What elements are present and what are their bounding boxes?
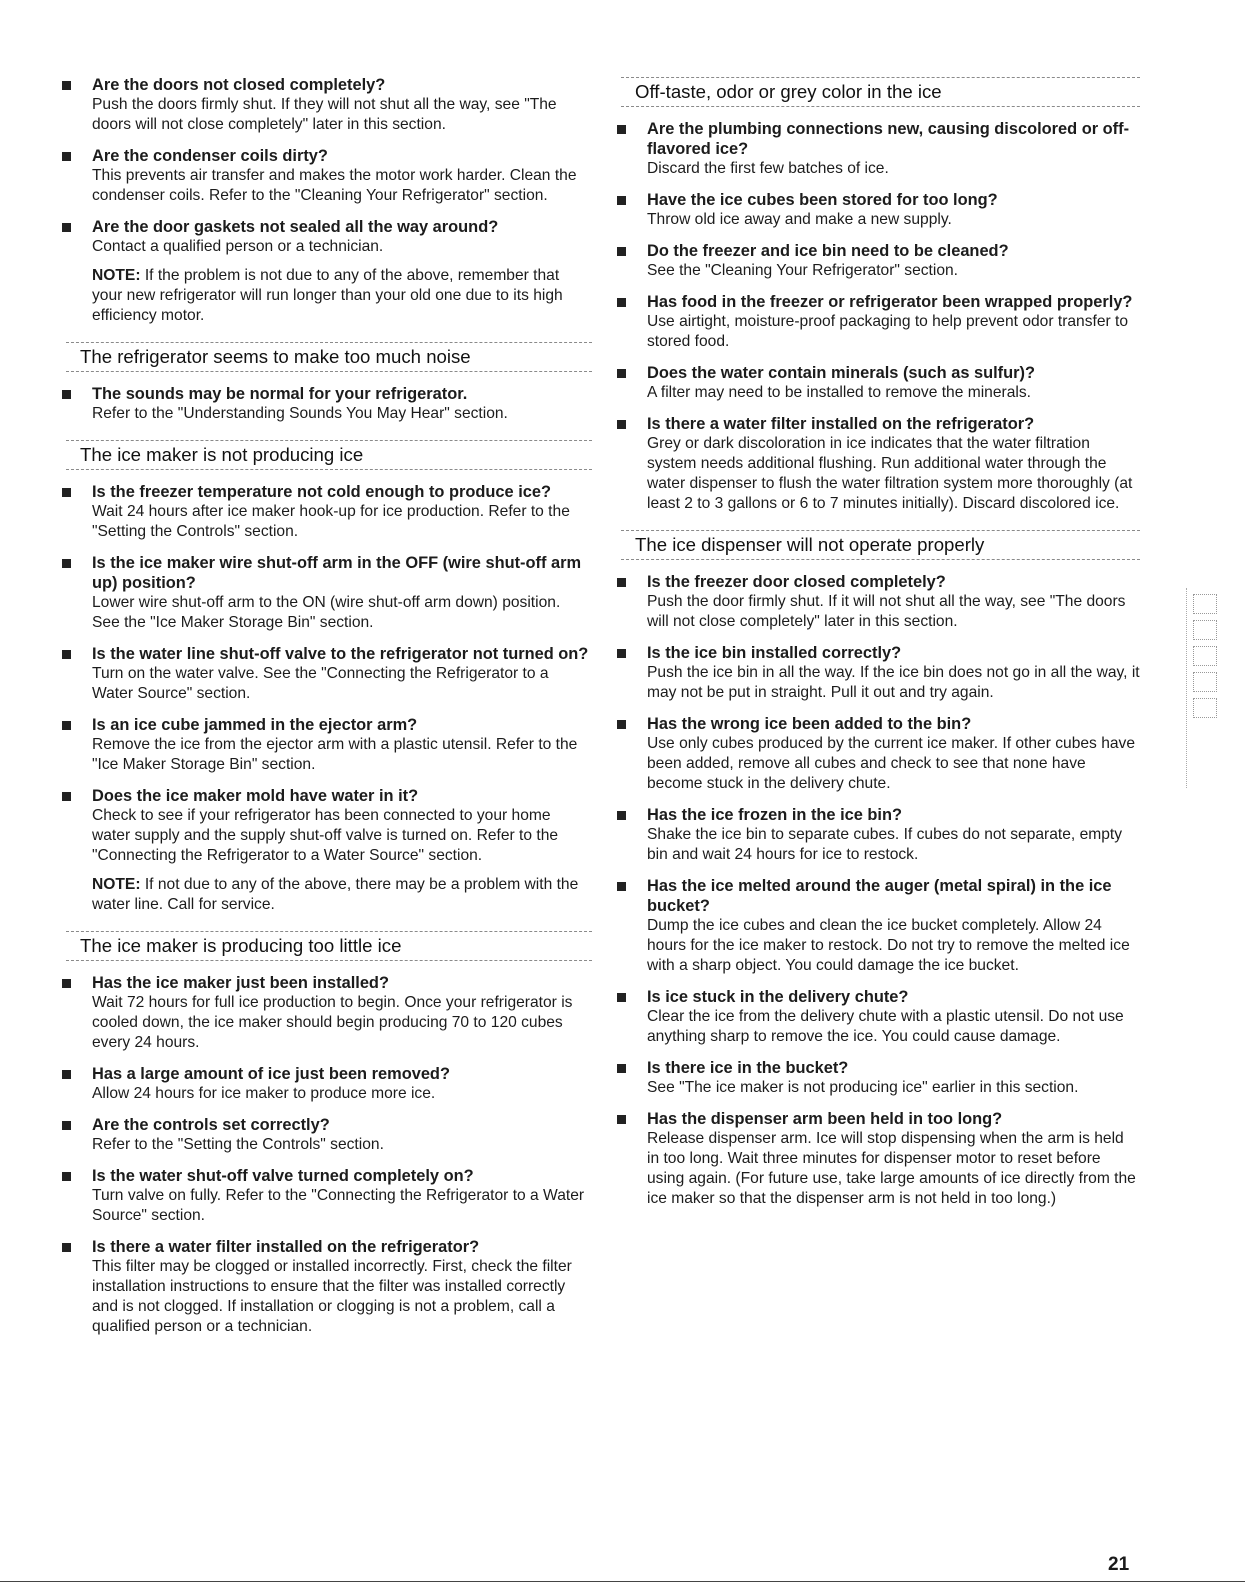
square-bullet-icon (62, 488, 71, 497)
faq-answer: Lower wire shut-off arm to the ON (wire shut-off arm down) position. See the "Ice Maker Storage Bin" section. (92, 594, 561, 631)
section-title: The refrigerator seems to make too much noise (80, 346, 471, 367)
faq-item (60, 1237, 592, 1337)
faq-question: Is the ice bin installed correctly? (647, 644, 902, 662)
faq-answer: Allow 24 hours for ice maker to produce more ice. (92, 1085, 436, 1102)
faq-question: Has the ice melted around the auger (metal spiral) in the ice bucket? (647, 877, 1112, 915)
faq-item (60, 482, 592, 542)
faq-item (615, 241, 1140, 281)
square-bullet-icon (617, 811, 626, 820)
faq-answer: Use airtight, moisture-proof packaging to help prevent odor transfer to stored food. (647, 313, 1129, 350)
faq-note (92, 875, 592, 915)
faq-answer: Throw old ice away and make a new supply. (647, 211, 952, 228)
faq-item (615, 643, 1140, 703)
not-producing-list (60, 482, 592, 915)
faq-question: Is the freezer door closed completely? (647, 573, 946, 591)
faq-question: Is the ice maker wire shut-off arm in the OFF (wire shut-off arm up) position? (92, 554, 582, 592)
faq-item (615, 1058, 1140, 1098)
faq-answer: Clear the ice from the delivery chute with a plastic utensil. Do not use anything sharp to remove the ice. You could cause damage. (647, 1008, 1124, 1045)
section-title: The ice dispenser will not operate properly (635, 534, 985, 555)
too-little-list (60, 973, 592, 1337)
section-title: The ice maker is not producing ice (80, 444, 364, 465)
faq-answer: See the "Cleaning Your Refrigerator" section. (647, 262, 959, 279)
faq-answer: A filter may need to be installed to remove the minerals. (647, 384, 1031, 401)
faq-answer: Check to see if your refrigerator has been connected to your home water supply and the supply shut-off valve is turned on. Refer to the "Connecting the Refrigerator to a Water Source" section. (92, 807, 559, 864)
square-bullet-icon (617, 993, 626, 1002)
faq-question: Does the ice maker mold have water in it? (92, 787, 419, 805)
faq-question: Is the freezer temperature not cold enough to produce ice? (92, 483, 552, 501)
square-bullet-icon (62, 650, 71, 659)
faq-answer: Turn valve on fully. Refer to the "Connecting the Refrigerator to a Water Source" section. (92, 1187, 585, 1224)
faq-note (92, 266, 592, 326)
faq-question: Has the wrong ice been added to the bin? (647, 715, 972, 733)
faq-question: Are the controls set correctly? (92, 1116, 330, 1134)
square-bullet-icon (62, 1121, 71, 1130)
page-number: 21 (1108, 1554, 1130, 1575)
faq-answer: Push the doors firmly shut. If they will not shut all the way, see "The doors will not close completely" later in this section. (92, 96, 557, 133)
dispenser-list (615, 572, 1140, 1209)
note-label: NOTE: (92, 876, 141, 893)
faq-answer: Wait 72 hours for full ice production to begin. Once your refrigerator is cooled down, the ice maker should begin producing 70 to 120 cubes every 24 hours. (92, 994, 573, 1051)
square-bullet-icon (617, 247, 626, 256)
faq-item (60, 384, 592, 424)
note-text: If the problem is not due to any of the above, remember that your new refrigerator will run longer than your old one due to its high efficiency motor. (92, 267, 563, 324)
square-bullet-icon (617, 125, 626, 134)
square-bullet-icon (62, 223, 71, 232)
offtaste-list (615, 119, 1140, 514)
faq-answer: This prevents air transfer and makes the motor work harder. Clean the condenser coils. Refer to the "Cleaning Your Refrigerator" section. (92, 167, 577, 204)
faq-question: Is the water shut-off valve turned completely on? (92, 1167, 474, 1185)
faq-item (615, 414, 1140, 514)
faq-answer: Refer to the "Understanding Sounds You May Hear" section. (92, 405, 508, 422)
faq-answer: Push the ice bin in all the way. If the ice bin does not go in all the way, it may not be put in straight. Pull it out and try again. (647, 664, 1140, 701)
faq-question: Has the dispenser arm been held in too long? (647, 1110, 1003, 1128)
square-bullet-icon (62, 979, 71, 988)
faq-item (615, 987, 1140, 1047)
square-bullet-icon (617, 649, 626, 658)
section-dispenser (615, 530, 1140, 560)
section-title: Off-taste, odor or grey color in the ice (635, 81, 942, 102)
faq-answer: Remove the ice from the ejector arm with a plastic utensil. Refer to the "Ice Maker Storage Bin" section. (92, 736, 578, 773)
faq-question: Are the door gaskets not sealed all the way around? (92, 218, 499, 236)
faq-answer: This filter may be clogged or installed incorrectly. First, check the filter installation instructions to ensure that the filter was installed correctly and is not clogged. If installation or clogging is not a problem, call a qualified person or a technician. (92, 1258, 572, 1335)
noise-list (60, 384, 592, 424)
faq-answer: Push the door firmly shut. If it will not shut all the way, see "The doors will not close completely" later in this section. (647, 593, 1126, 630)
faq-answer: Use only cubes produced by the current ice maker. If other cubes have been added, remove all cubes and check to see that none have become stuck in the delivery chute. (647, 735, 1136, 792)
square-bullet-icon (617, 1115, 626, 1124)
faq-answer: Discard the first few batches of ice. (647, 160, 889, 177)
faq-answer: Release dispenser arm. Ice will stop dispensing when the arm is held in too long. Wait three minutes for dispenser motor to reset before using again. (For future use, take large amounts of ice directly from the ice maker so that the dispenser arm is not held in too long.) (647, 1130, 1136, 1207)
left-column (60, 75, 592, 1348)
faq-item (615, 1109, 1140, 1209)
faq-question: Is there ice in the bucket? (647, 1059, 849, 1077)
faq-item (60, 553, 592, 633)
faq-item (60, 1166, 592, 1226)
square-bullet-icon (62, 721, 71, 730)
faq-item (60, 217, 592, 326)
side-tab-mark (1186, 588, 1227, 788)
faq-question: Has the ice frozen in the ice bin? (647, 806, 903, 824)
faq-question: Has the ice maker just been installed? (92, 974, 389, 992)
faq-answer: Contact a qualified person or a technician. (92, 238, 384, 255)
faq-item (615, 119, 1140, 179)
faq-item (615, 714, 1140, 794)
faq-question: Have the ice cubes been stored for too long? (647, 191, 998, 209)
faq-question: Is an ice cube jammed in the ejector arm? (92, 716, 418, 734)
square-bullet-icon (617, 420, 626, 429)
faq-question: Does the water contain minerals (such as sulfur)? (647, 364, 1036, 382)
faq-question: Is there a water filter installed on the refrigerator? (647, 415, 1035, 433)
faq-question: The sounds may be normal for your refrigerator. (92, 385, 468, 403)
faq-item (60, 715, 592, 775)
faq-item (615, 805, 1140, 865)
faq-question: Has a large amount of ice just been removed? (92, 1065, 450, 1083)
faq-question: Has food in the freezer or refrigerator been wrapped properly? (647, 293, 1133, 311)
left-top-list (60, 75, 592, 326)
faq-answer: Grey or dark discoloration in ice indicates that the water filtration system needs additional flushing. Run additional water through the water dispenser to flush the water filtration system more thoroughly (at least 2 to 3 gallons or 6 to 7 minutes initially). Discard discolored ice. (647, 435, 1133, 512)
faq-item (60, 1064, 592, 1104)
faq-item (60, 75, 592, 135)
faq-answer: Refer to the "Setting the Controls" section. (92, 1136, 384, 1153)
square-bullet-icon (617, 369, 626, 378)
faq-item (615, 876, 1140, 976)
faq-question: Is the water line shut-off valve to the refrigerator not turned on? (92, 645, 589, 663)
section-not-producing (60, 440, 592, 470)
square-bullet-icon (617, 1064, 626, 1073)
faq-question: Are the plumbing connections new, causing discolored or off-flavored ice? (647, 120, 1130, 158)
square-bullet-icon (617, 578, 626, 587)
faq-item (615, 572, 1140, 632)
faq-item (615, 363, 1140, 403)
faq-answer: Shake the ice bin to separate cubes. If cubes do not separate, empty bin and wait 24 hours for ice to restock. (647, 826, 1123, 863)
faq-item (615, 190, 1140, 230)
note-text: If not due to any of the above, there may be a problem with the water line. Call for service. (92, 876, 579, 913)
square-bullet-icon (617, 720, 626, 729)
section-title: The ice maker is producing too little ice (80, 935, 402, 956)
note-label: NOTE: (92, 267, 141, 284)
bottom-rule (0, 1581, 1245, 1582)
faq-item (60, 1115, 592, 1155)
faq-item (60, 786, 592, 915)
square-bullet-icon (62, 1070, 71, 1079)
faq-question: Do the freezer and ice bin need to be cleaned? (647, 242, 1009, 260)
faq-question: Are the doors not closed completely? (92, 76, 386, 94)
section-noise (60, 342, 592, 372)
faq-item (60, 644, 592, 704)
faq-answer: Dump the ice cubes and clean the ice bucket completely. Allow 24 hours for the ice maker to restock. Do not try to remove the melted ice with a sharp object. You could damage the ice bucket. (647, 917, 1130, 974)
faq-answer: See "The ice maker is not producing ice" earlier in this section. (647, 1079, 1079, 1096)
square-bullet-icon (617, 882, 626, 891)
right-column (615, 75, 1140, 1220)
square-bullet-icon (62, 792, 71, 801)
section-too-little (60, 931, 592, 961)
faq-answer: Wait 24 hours after ice maker hook-up for ice production. Refer to the "Setting the Controls" section. (92, 503, 570, 540)
square-bullet-icon (62, 152, 71, 161)
square-bullet-icon (62, 559, 71, 568)
square-bullet-icon (617, 196, 626, 205)
faq-question: Is ice stuck in the delivery chute? (647, 988, 909, 1006)
square-bullet-icon (62, 81, 71, 90)
faq-question: Is there a water filter installed on the refrigerator? (92, 1238, 480, 1256)
faq-item (60, 973, 592, 1053)
square-bullet-icon (62, 1172, 71, 1181)
faq-item (615, 292, 1140, 352)
square-bullet-icon (62, 390, 71, 399)
square-bullet-icon (617, 298, 626, 307)
faq-item (60, 146, 592, 206)
faq-question: Are the condenser coils dirty? (92, 147, 328, 165)
section-offtaste (615, 77, 1140, 107)
faq-answer: Turn on the water valve. See the "Connecting the Refrigerator to a Water Source" section. (92, 665, 549, 702)
square-bullet-icon (62, 1243, 71, 1252)
